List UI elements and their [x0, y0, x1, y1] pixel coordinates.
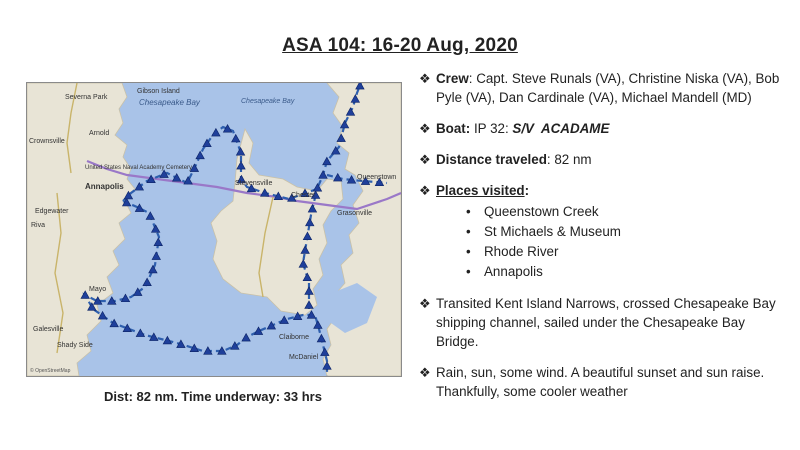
place-stevensville: Stevensville [235, 180, 273, 187]
diamond-bullet-icon: ❖ [419, 71, 431, 86]
weather-item [419, 363, 789, 401]
transit-text: Transited Kent Island Narrows, crossed Chesapeake Bay shipping channel, sailed under the Chesapeake Bay Bridge. [436, 296, 776, 349]
title-text: ASA 104: 16-20 Aug, 2020 [282, 35, 518, 56]
place-galesville: Galesville [33, 326, 64, 333]
transit-item [419, 294, 789, 351]
places-colon: : [524, 183, 530, 198]
place-mayo: Mayo [89, 286, 107, 293]
route-map [26, 82, 402, 377]
distance-item [419, 150, 789, 169]
boat-text: IP 32: [470, 121, 513, 136]
map-attribution: © OpenStreetMap [30, 368, 71, 374]
water-label-2: Chesapeake Bay [241, 98, 295, 105]
place-arnold: Arnold [89, 130, 110, 137]
distance-text: : 82 nm [546, 152, 592, 167]
place-gibson: Gibson Island [137, 88, 180, 95]
info-bullets [419, 69, 789, 401]
diamond-bullet-icon: ❖ [419, 183, 431, 198]
bullet-dot-icon: • [466, 204, 471, 219]
place-annapolis: Annapolis [85, 182, 124, 191]
distance-label: Distance traveled [436, 152, 547, 167]
place-crownsville: Crownsville [29, 138, 65, 145]
diamond-bullet-icon: ❖ [419, 365, 431, 380]
place-visited: Annapolis [484, 264, 543, 279]
place-visited: Rhode River [484, 244, 559, 259]
place-shadyside: Shady Side [57, 342, 93, 349]
weather-text: Rain, sun, some wind. A beautiful sunset and sun raise. Thankfully, some cooler weather [436, 365, 765, 399]
place-visited: St Michaels & Museum [484, 224, 621, 239]
list-item [466, 202, 789, 222]
list-item [466, 222, 789, 242]
places-label: Places visited [436, 183, 525, 198]
places-item [419, 181, 789, 282]
bullet-dot-icon: • [466, 244, 471, 259]
place-claiborne: Claiborne [279, 334, 309, 341]
boat-name: S/V ACADAME [512, 121, 610, 136]
diamond-bullet-icon: ❖ [419, 296, 431, 311]
place-academy: United States Naval Academy Cemetery [85, 165, 193, 171]
bullet-dot-icon: • [466, 264, 471, 279]
bullet-dot-icon: • [466, 224, 471, 239]
place-riva: Riva [31, 222, 46, 229]
place-queenstown: Queenstown [357, 174, 397, 181]
place-mcdaniel: McDaniel [289, 354, 319, 361]
crew-item [419, 69, 789, 107]
place-edgewater: Edgewater [35, 208, 69, 215]
list-item [466, 262, 789, 282]
water-label: Chesapeake Bay [139, 98, 200, 107]
list-item [466, 242, 789, 262]
diamond-bullet-icon: ❖ [419, 121, 431, 136]
diamond-bullet-icon: ❖ [419, 152, 431, 167]
place-chester: Chester [291, 192, 316, 199]
place-grasonville: Grasonville [337, 210, 373, 217]
place-visited: Queenstown Creek [484, 204, 599, 219]
crew-text: : Capt. Steve Runals (VA), Christine Niska (VA), Bob Pyle (VA), Dan Cardinale (VA), Michael Mandell (MD) [436, 71, 780, 105]
map-canvas [27, 83, 401, 376]
crew-label: Crew [436, 71, 469, 86]
boat-label: Boat: [436, 121, 471, 136]
slide-title [0, 35, 800, 57]
boat-item [419, 119, 789, 138]
places-list [436, 202, 789, 282]
place-severna: Severna Park [65, 94, 108, 101]
map-caption: Dist: 82 nm. Time underway: 33 hrs [104, 389, 322, 404]
